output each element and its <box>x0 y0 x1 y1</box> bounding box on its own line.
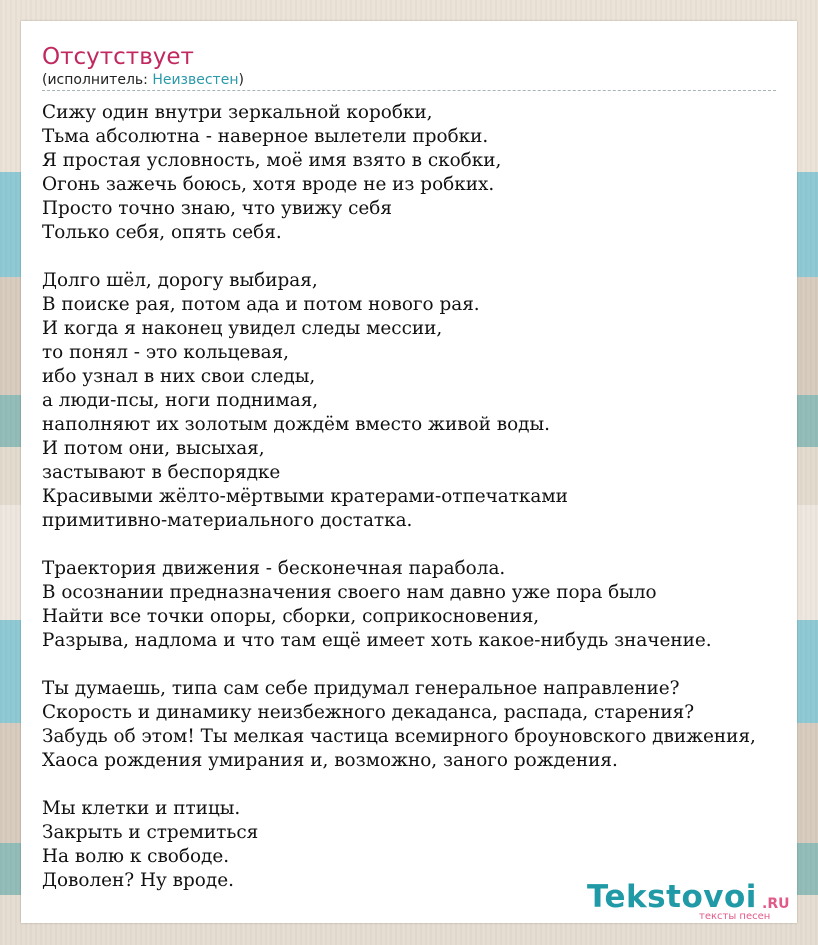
song-title: Отсутствует <box>42 44 194 70</box>
stanza-break <box>42 533 818 557</box>
lyric-line: примитивно-материального достатка. <box>42 510 413 531</box>
lyric-line: наполняют их золотым дождём вместо живой воды. <box>42 414 550 435</box>
lyric-line: Только себя, опять себя. <box>42 222 282 243</box>
lyrics-card <box>21 21 797 923</box>
lyric-line: Мы клетки и птицы. <box>42 798 241 819</box>
lyric-line: а люди-псы, ноги поднимая, <box>42 390 319 411</box>
lyric-line: Траектория движения - бесконечная парабола. <box>42 558 506 579</box>
logo-tagline: тексты песен <box>699 911 771 922</box>
logo-tld: .RU <box>762 896 790 912</box>
lyric-line: Красивыми жёлто-мёртвыми кратерами-отпечатками <box>42 486 568 507</box>
lyric-line: Ты думаешь, типа сам себе придумал генеральное направление? <box>42 678 680 699</box>
lyric-line: На волю к свободе. <box>42 846 230 867</box>
lyric-line: И когда я наконец увидел следы мессии, <box>42 318 443 339</box>
lyric-line: И потом они, высыхая, <box>42 438 265 459</box>
lyric-line: ибо узнал в них свои следы, <box>42 366 316 387</box>
tekstovoi-logo[interactable] <box>587 879 797 921</box>
lyric-line: застывают в беспорядке <box>42 462 281 483</box>
lyric-line: Сижу один внутри зеркальной коробки, <box>42 102 433 123</box>
lyric-line: Скорость и динамику неизбежного декаданса, распада, старения? <box>42 702 695 723</box>
lyric-line: Хаоса рождения умирания и, возможно, заного рождения. <box>42 750 618 771</box>
lyric-line: В осознании предназначения своего нам давно уже пора было <box>42 582 657 603</box>
lyric-line: Я простая условность, моё имя взято в скобки, <box>42 150 502 171</box>
lyrics-text <box>42 101 818 893</box>
lyric-line: то понял - это кольцевая, <box>42 342 289 363</box>
logo-name: Tekstovoi <box>587 879 757 915</box>
lyric-line: Огонь зажечь боюсь, хотя вроде не из робких. <box>42 174 495 195</box>
lyric-line: Разрыва, надлома и что там ещё имеет хоть какое-нибудь значение. <box>42 630 712 651</box>
performer-link[interactable]: Неизвестен <box>152 72 239 88</box>
stanza-break <box>42 653 818 677</box>
lyric-line: Доволен? Ну вроде. <box>42 870 234 891</box>
stanza-break <box>42 245 818 269</box>
lyric-line: Найти все точки опоры, сборки, соприкосновения, <box>42 606 540 627</box>
lyric-line: Просто точно знаю, что увижу себя <box>42 198 392 219</box>
lyric-line: Долго шёл, дорогу выбирая, <box>42 270 318 291</box>
lyric-line: Забудь об этом! Ты мелкая частица всемирного броуновского движения, <box>42 726 756 747</box>
stanza-break <box>42 773 818 797</box>
performer-prefix: (исполнитель: <box>42 72 153 88</box>
lyric-line: Закрыть и стремиться <box>42 822 259 843</box>
performer-suffix: ) <box>238 72 244 88</box>
lyric-line: Тьма абсолютна - наверное вылетели пробки. <box>42 126 489 147</box>
performer-line <box>42 71 776 91</box>
lyric-line: В поиске рая, потом ада и потом нового рая. <box>42 294 480 315</box>
